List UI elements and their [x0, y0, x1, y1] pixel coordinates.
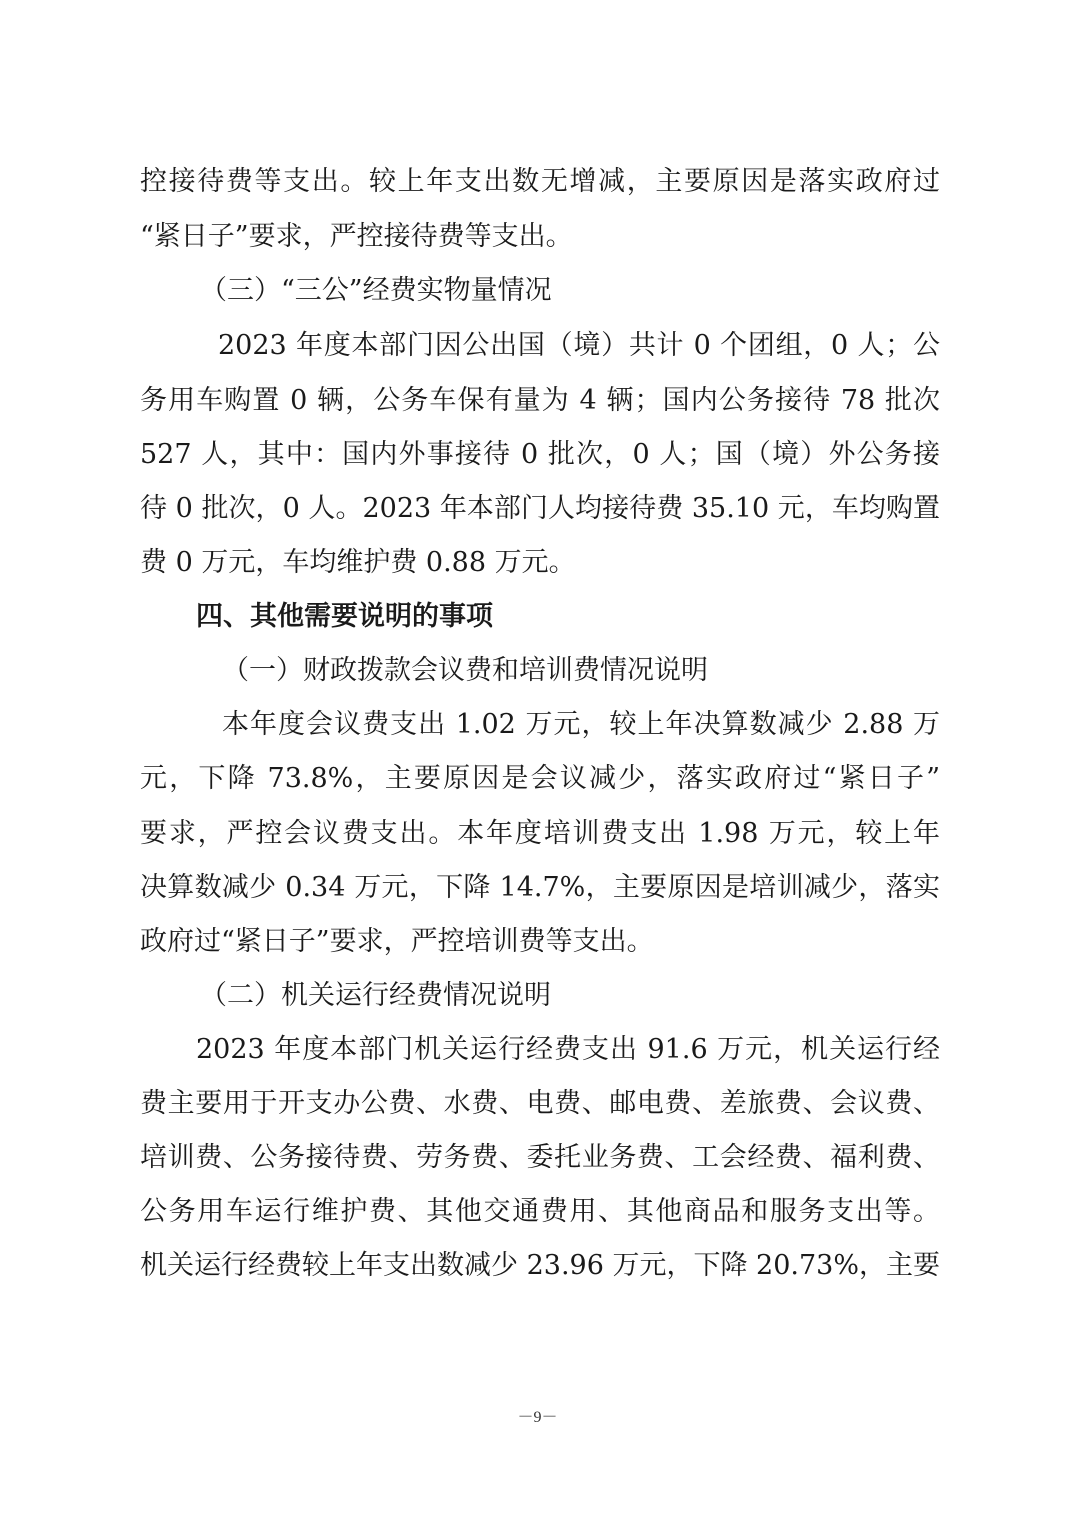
paragraph-line-6: 待 0 批次，0 人。2023 年本部门人均接待费 35.10 元，车均购置	[140, 493, 940, 524]
subsection-heading-operating-expenses: （二）机关运行经费情况说明	[200, 980, 551, 1011]
page-number: －9－	[517, 1409, 558, 1426]
paragraph-line-13: 2023 年度本部门机关运行经费支出 91.6 万元，机关运行经	[196, 1034, 940, 1065]
paragraph-line-1: 控接待费等支出。较上年支出数无增减，主要原因是落实政府过	[140, 166, 940, 197]
section-heading-four: 四、其他需要说明的事项	[196, 601, 493, 632]
paragraph-line-3: 2023 年度本部门因公出国（境）共计 0 个团组，0 人；公	[218, 330, 940, 361]
paragraph-line-15: 培训费、公务接待费、劳务费、委托业务费、工会经费、福利费、	[140, 1142, 940, 1173]
paragraph-line-16: 公务用车运行维护费、其他交通费用、其他商品和服务支出等。	[140, 1196, 940, 1227]
paragraph-line-8: 本年度会议费支出 1.02 万元，较上年决算数减少 2.88 万	[222, 709, 940, 740]
paragraph-line-11: 决算数减少 0.34 万元，下降 14.7%，主要原因是培训减少，落实	[140, 872, 940, 903]
subsection-heading-meeting-training: （一）财政拨款会议费和培训费情况说明	[222, 655, 708, 686]
paragraph-line-4: 务用车购置 0 辆，公务车保有量为 4 辆；国内公务接待 78 批次	[140, 385, 940, 416]
section-heading-three-public-quantities: （三）“三公”经费实物量情况	[200, 275, 552, 306]
paragraph-line-7: 费 0 万元，车均维护费 0.88 万元。	[140, 547, 576, 578]
paragraph-line-12: 政府过“紧日子”要求，严控培训费等支出。	[140, 926, 654, 957]
paragraph-line-17: 机关运行经费较上年支出数减少 23.96 万元，下降 20.73%，主要	[140, 1250, 940, 1281]
paragraph-line-10: 要求，严控会议费支出。本年度培训费支出 1.98 万元，较上年	[140, 818, 940, 849]
paragraph-line-9: 元，下降 73.8%，主要原因是会议减少，落实政府过“紧日子”	[140, 763, 940, 794]
paragraph-line-14: 费主要用于开支办公费、水费、电费、邮电费、差旅费、会议费、	[140, 1088, 940, 1119]
paragraph-line-5: 527 人，其中：国内外事接待 0 批次，0 人；国（境）外公务接	[140, 439, 940, 470]
paragraph-line-2: “紧日子”要求，严控接待费等支出。	[140, 221, 573, 252]
